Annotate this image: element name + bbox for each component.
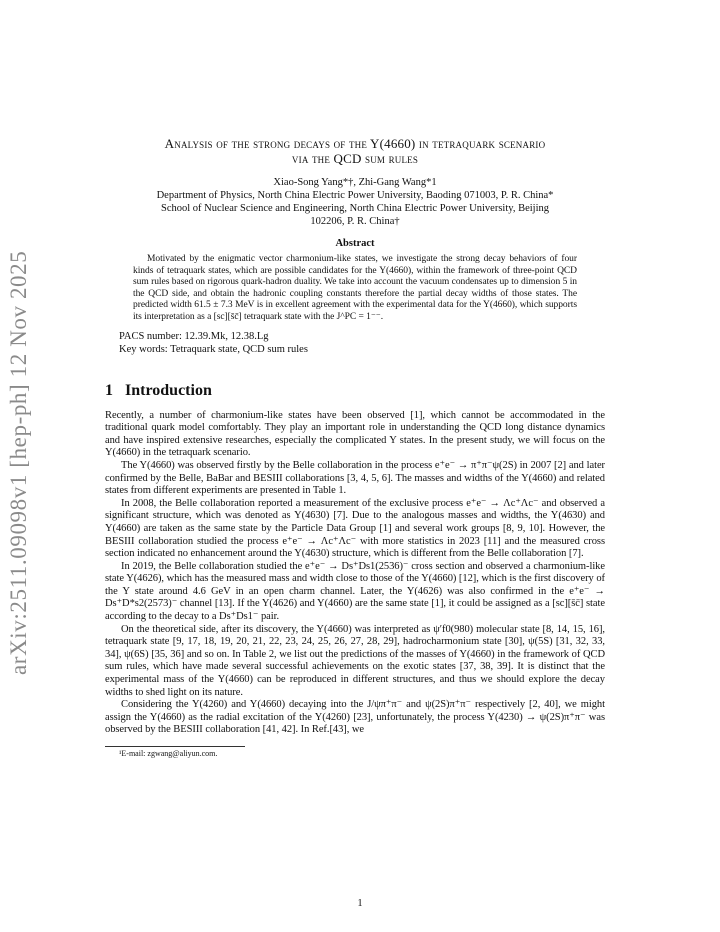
abstract-text: Motivated by the enigmatic vector charmonium-like states, we investigate the strong decay behaviors of four kinds of tetraquark states, which are possible candidates for the Y(4660), within the framework of three-point QCD sum rules based on rigorous quark-hadron duality. We take into account the vacuum condensates up to dimension 5 in the QCD side, and obtain the hadronic coupling constants therefore the partial decay widths of those states. The predicted width 61.5 ± 7.3 MeV is in excellent agreement with the experimental data for the Y(4660), which supports its interpretation as a [sc][s̄c̄] tetraquark state with the J^PC = 1⁻⁻.: [133, 254, 577, 322]
affiliation-1: Department of Physics, North China Electric Power University, Baoding 071003, P. R. China*: [156, 190, 554, 201]
abstract-heading: Abstract: [335, 238, 375, 249]
title-line-2: via the QCD sum rules: [291, 151, 419, 166]
body-paragraph: The Y(4660) was observed firstly by the Belle collaboration in the process e⁺e⁻ → π⁺π⁻ψ(2S) in 2007 [2] and later confirmed by the Belle, BaBar and BESIII collaborations [3, 4, 5, 6]. The masses and widths of the Y(4660) and related states from different experiments are presented in Table 1.: [105, 459, 605, 497]
body-paragraph: On the theoretical side, after its discovery, the Y(4660) was interpreted as ψ′f0(980) molecular state [8, 14, 15, 16], tetraquark state [9, 17, 18, 19, 20, 21, 22, 23, 24, 25, 26, 27, 28, 29], hadrocharmonium state [30], ψ(5S) [31, 32, 33, 34], ψ(6S) [35, 36] and so on. In Table 2, we list out the predictions of the masses of Y(4660) in the framework of QCD sum rules, which have made several successful achievements on the exotic states [37, 38, 39]. It is distinct that the experimental mass of the Y(4660) can be reproduced in different structures, and thus we should explore the decay widths to shed light on its nature.: [105, 623, 605, 698]
affiliation-2: School of Nuclear Science and Engineering, North China Electric Power University, Beijing: [160, 203, 549, 214]
page-number: 1: [357, 898, 363, 909]
paper-title: [105, 136, 605, 166]
paper-page: [105, 136, 605, 758]
body-paragraph: Recently, a number of charmonium-like states have been observed [1], which cannot be accommodated in the traditional quark model comfortably. They play an important role in understanding the QCD long distance dynamics and have inspired extensive researches, especially the complicated Y states. In the present study, we will focus on the Y(4660) in the tetraquark scenario.: [105, 409, 605, 459]
body-paragraph: In 2008, the Belle collaboration reported a measurement of the exclusive process e⁺e⁻ → Λc⁺Λc⁻ and observed a significant structure, which was denoted as Y(4630) [7]. Due to the analogous masses and widths, the Y(4630) and Y(4660) are taken as the same state by the Particle Data Group [1] and several work groups [8, 9, 10]. However, the BESIII collaboration studied the process e⁺e⁻ → Λc⁺Λc⁻ with more statistics in 2023 [11] and the measured cross section indicated no enhancement around the Y(4630) structure, which is different from the Belle collaboration [7].: [105, 497, 605, 560]
section-heading: [105, 382, 605, 400]
body-paragraph: Considering the Y(4260) and Y(4660) decaying into the J/ψπ⁺π⁻ and ψ(2S)π⁺π⁻ respectively [2, 40], we might assign the Y(4660) as the radial excitation of the Y(4260) [23], unfortunately, the process Y(4230) → ψ(2S)π⁺π⁻ was observed by the BESIII collaboration [41, 42]. In Ref.[43], we: [105, 699, 605, 736]
body-paragraph: In 2019, the Belle collaboration studied the e⁺e⁻ → Ds⁺Ds1(2536)⁻ cross section and observed a charmonium-like state Y(4626), which has the measured mass and width close to those of the Y(4660) [12], which is the first discovery of the Y state around 4.6 GeV in an open charm channel. Later, the Y(4626) was also confirmed in the e⁺e⁻ → Ds⁺D*s2(2573)⁻ channel [13]. If the Y(4626) and Y(4660) are the same state [1], it could be assigned as a [sc][s̄c̄] state according to the decay to a Ds⁺Ds1⁻ pair.: [105, 560, 605, 623]
section-number: 1: [105, 381, 113, 399]
section-title: Introduction: [125, 381, 212, 399]
footnote: ¹E-mail: zgwang@aliyun.com.: [119, 749, 218, 758]
affiliation-3: 102206, P. R. China†: [310, 216, 400, 227]
title-line-1: Analysis of the strong decays of the Y(4660) in tetraquark scenario: [164, 136, 546, 151]
keywords: Key words: Tetraquark state, QCD sum rules: [119, 343, 308, 355]
pacs-numbers: PACS number: 12.39.Mk, 12.38.Lg: [119, 330, 269, 342]
footnote-rule: [105, 746, 245, 747]
paper-metadata: [105, 330, 605, 356]
author-list: Xiao-Song Yang*†, Zhi-Gang Wang*1: [273, 177, 437, 188]
arxiv-identifier: arXiv:2511.09098v1 [hep-ph] 12 Nov 2025: [6, 250, 31, 675]
